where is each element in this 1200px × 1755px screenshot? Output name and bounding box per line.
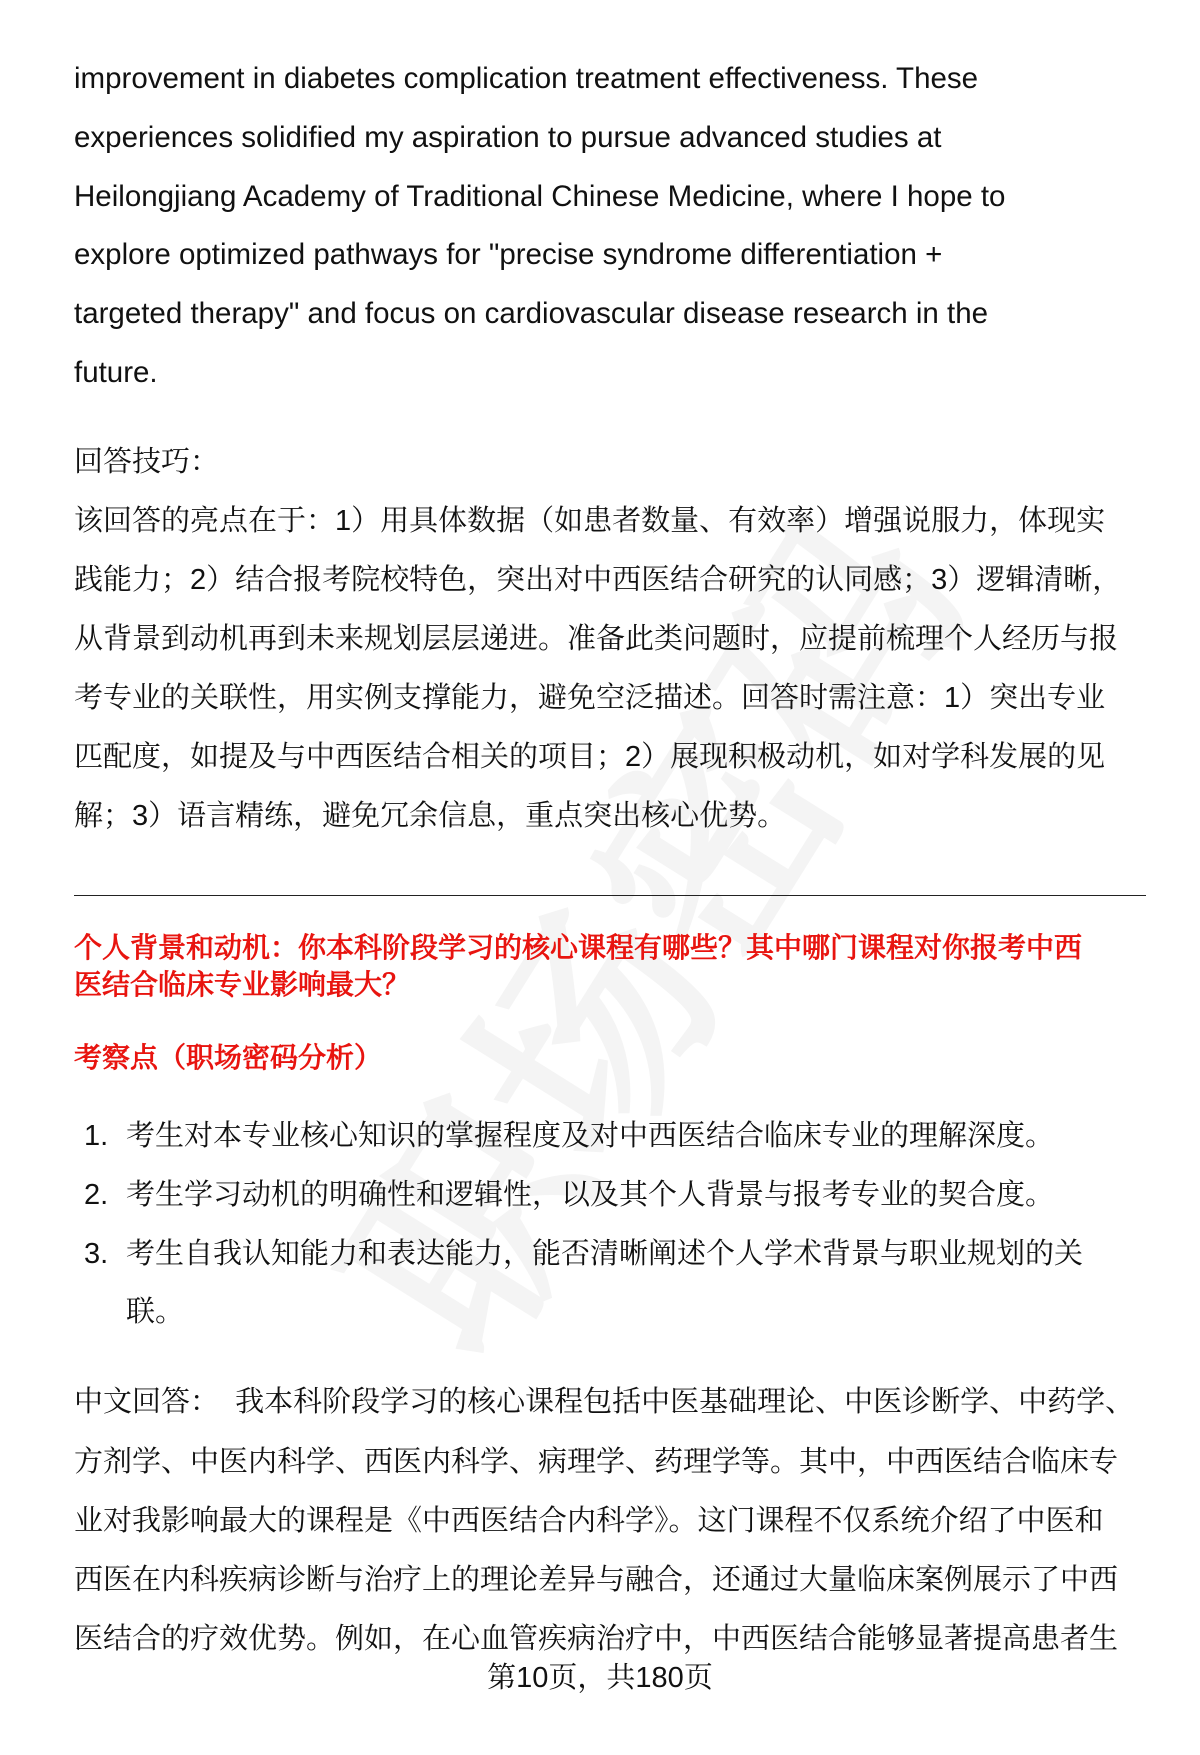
text-line: improvement in diabetes complication treatment effectiveness. These (74, 62, 979, 95)
text-line: targeted therapy" and focus on cardiovascular disease research in the (74, 297, 989, 330)
text-line: 解；3）语言精练，避免冗余信息，重点突出核心优势。 (74, 800, 787, 832)
text-line: 业对我影响最大的课程是《中西医结合内科学》。这门课程不仅系统介绍了中医和 (74, 1505, 1104, 1537)
analysis-title: 考察点（职场密码分析） (74, 1042, 383, 1073)
text-line: Heilongjiang Academy of Traditional Chinese Medicine, where I hope to (74, 180, 1006, 213)
list-number: 1. (84, 1120, 109, 1152)
divider (74, 895, 1146, 896)
tips-label: 回答技巧： (74, 446, 220, 478)
text-line: experiences solidified my aspiration to pursue advanced studies at (74, 121, 942, 154)
text-line: 从背景到动机再到未来规划层层递进。准备此类问题时，应提前梳理个人经历与报 (74, 623, 1119, 655)
question-line: 个人背景和动机：你本科阶段学习的核心课程有哪些？其中哪门课程对你报考中西 (74, 932, 1083, 963)
text-line: 方剂学、中医内科学、西医内科学、病理学、药理学等。其中，中西医结合临床专 (74, 1446, 1119, 1478)
text-line: future. (74, 356, 158, 389)
list-item-continuation: 联。 (126, 1296, 185, 1328)
list-number: 3. (84, 1238, 109, 1270)
list-number: 2. (84, 1179, 109, 1211)
text-line: 考专业的关联性，用实例支撑能力，避免空泛描述。回答时需注意：1）突出专业 (74, 682, 1106, 714)
text-line: 中文回答： 我本科阶段学习的核心课程包括中医基础理论、中医诊断学、中药学、 (74, 1386, 1135, 1418)
question-line: 医结合临床专业影响最大？ (74, 969, 411, 1000)
text-line: 医结合的疗效优势。例如，在心血管疾病治疗中，中西医结合能够显著提高患者生 (74, 1623, 1119, 1655)
list-item: 考生学习动机的明确性和逻辑性，以及其个人背景与报考专业的契合度。 (126, 1179, 1055, 1211)
text-line: 西医在内科疾病诊断与治疗上的理论差异与融合，还通过大量临床案例展示了中西 (74, 1564, 1119, 1596)
list-item: 考生对本专业核心知识的掌握程度及对中西医结合临床专业的理解深度。 (126, 1120, 1055, 1152)
text-line: 该回答的亮点在于：1）用具体数据（如患者数量、有效率）增强说服力，体现实 (74, 505, 1106, 537)
text-line: 践能力；2）结合报考院校特色，突出对中西医结合研究的认同感；3）逻辑清晰， (74, 564, 1122, 596)
text-line: 匹配度，如提及与中西医结合相关的项目；2）展现积极动机，如对学科发展的见 (74, 741, 1106, 773)
list-item: 考生自我认知能力和表达能力，能否清晰阐述个人学术背景与职业规划的关 (126, 1238, 1084, 1270)
page-number: 第10页，共180页 (487, 1662, 713, 1694)
text-line: explore optimized pathways for "precise syndrome differentiation + (74, 238, 943, 271)
